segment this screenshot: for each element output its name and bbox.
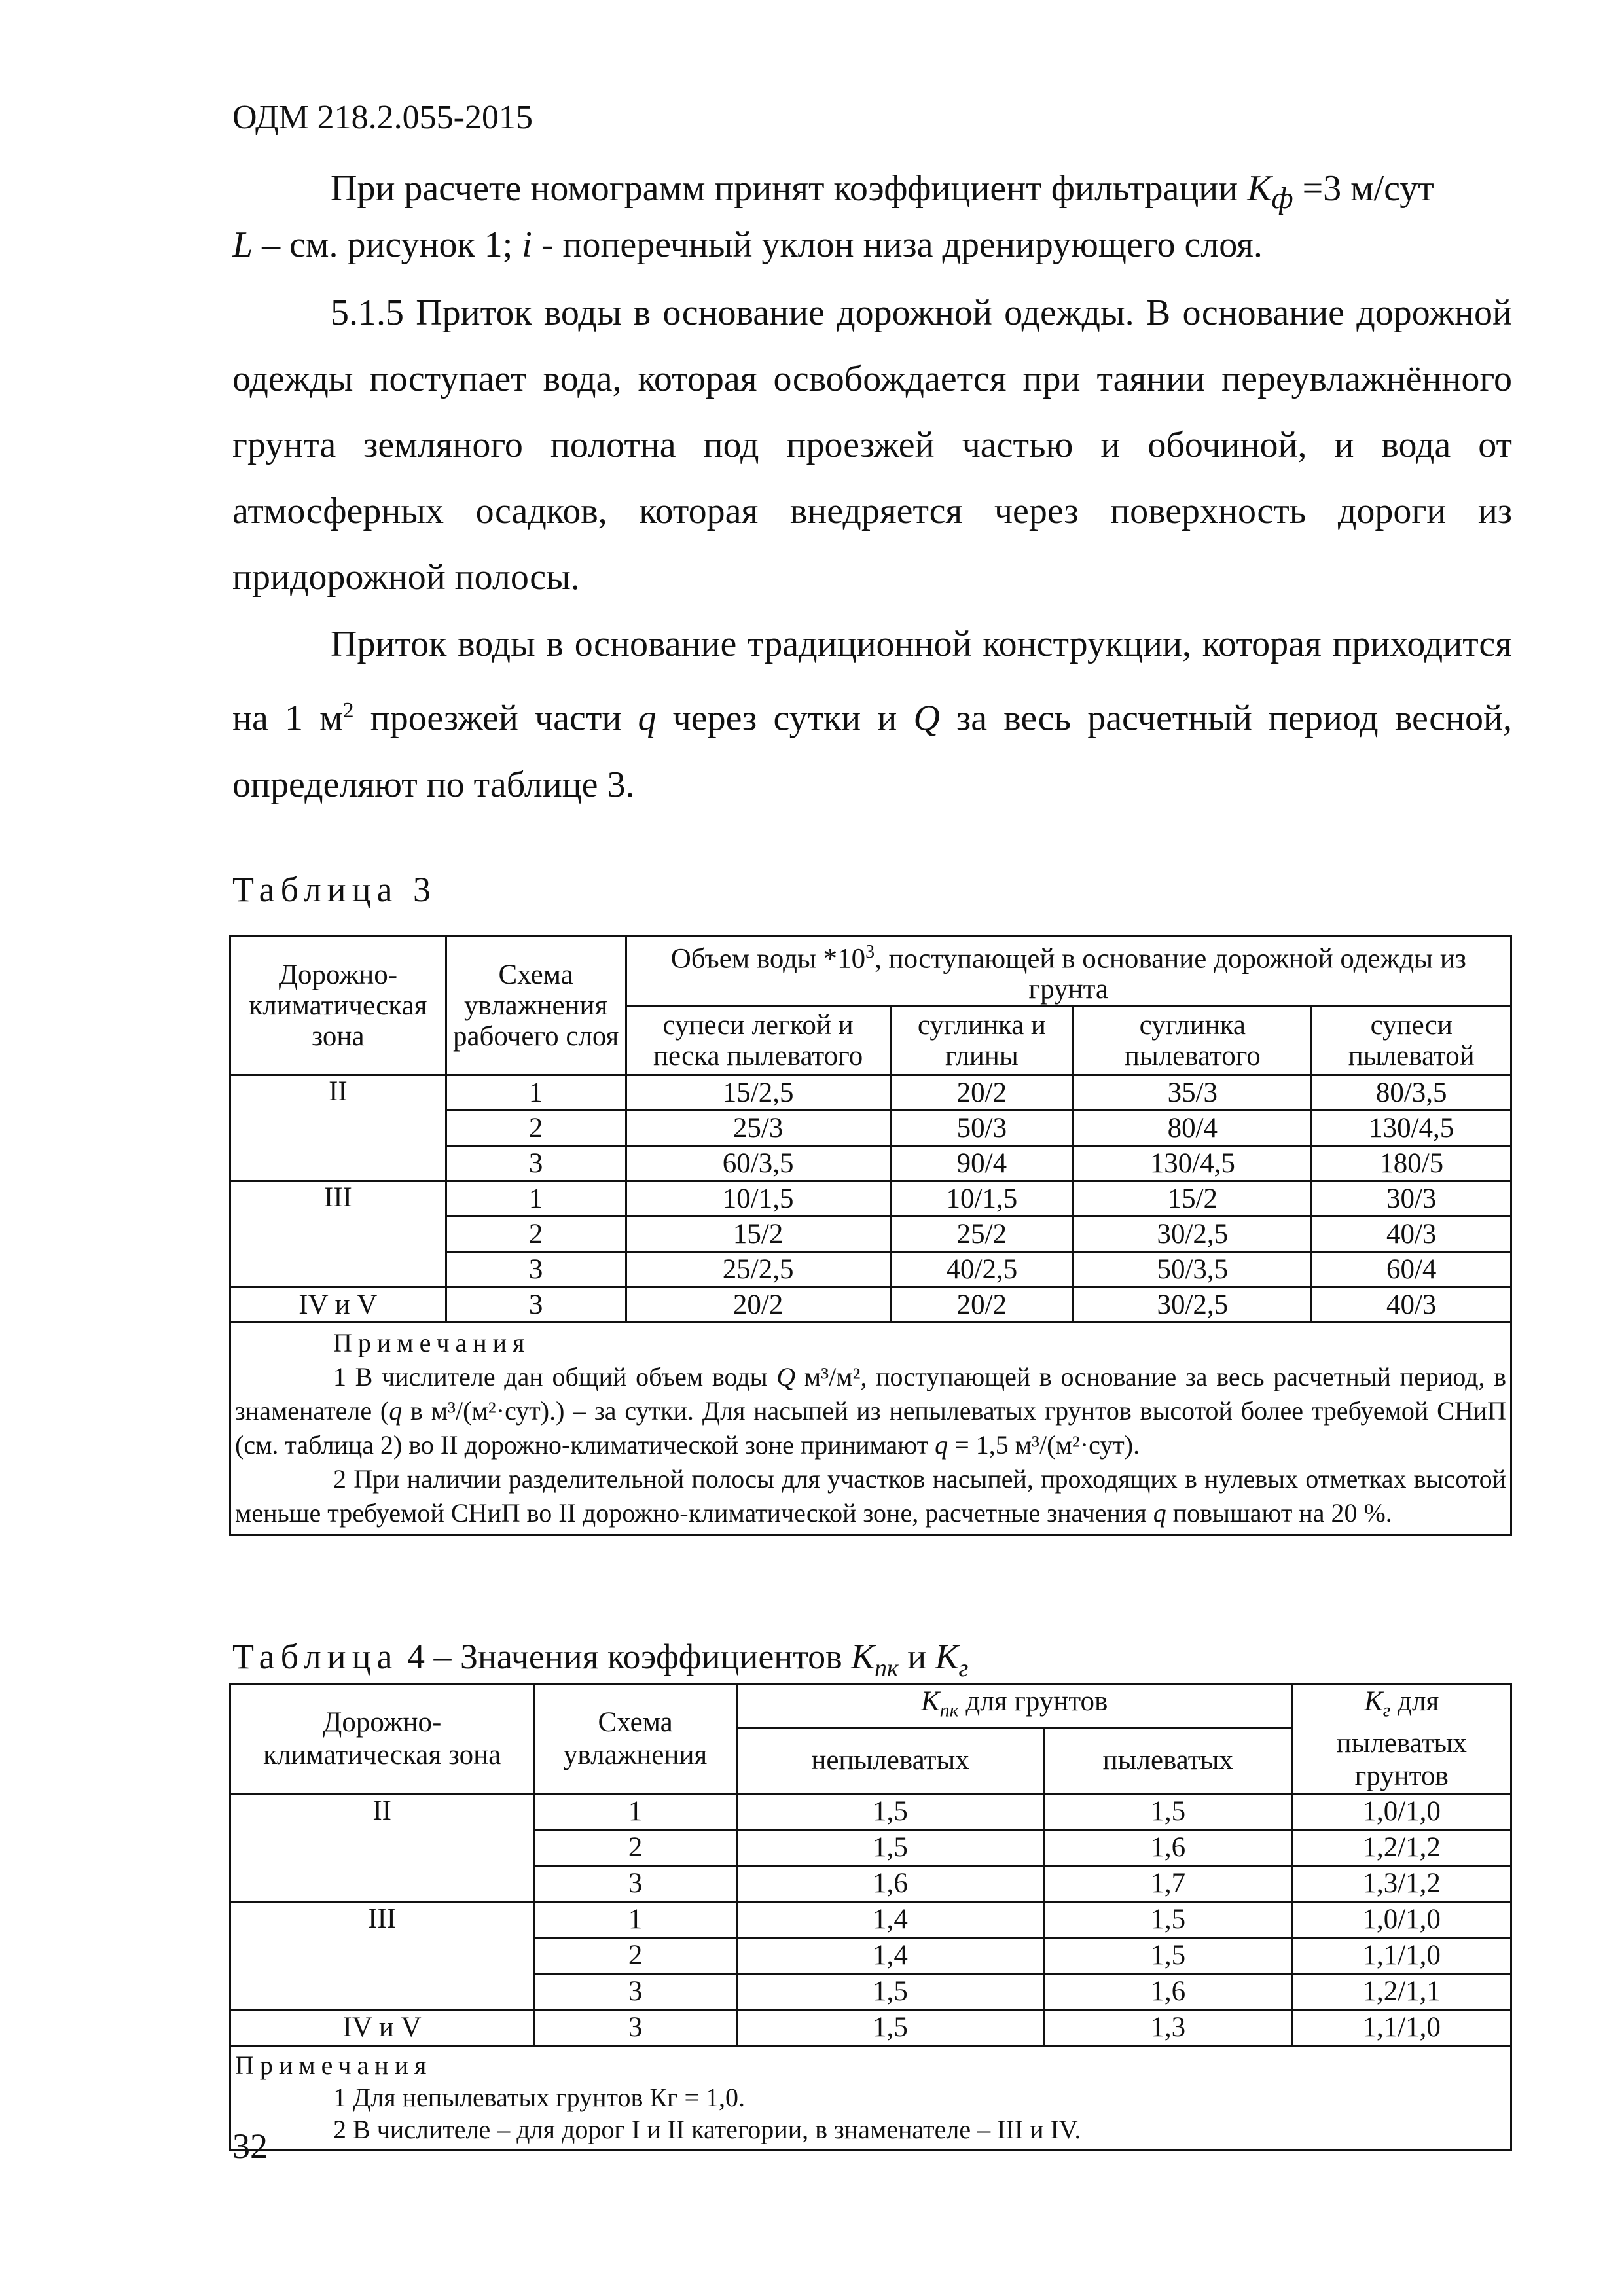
t4-header-scheme: Схема увлажнения xyxy=(534,1685,737,1794)
table-3 xyxy=(229,935,1512,1536)
t3-cell: 25/3 xyxy=(626,1111,890,1146)
t3-header-col: суглинка пылеватого xyxy=(1074,1006,1312,1075)
t4-cell: 1,0/1,0 xyxy=(1292,1793,1511,1829)
t3-cell: 20/2 xyxy=(890,1075,1073,1111)
table3-caption: Таблица 3 xyxy=(232,870,437,909)
t3-cell: 2 xyxy=(446,1217,626,1252)
t3-cell: 25/2,5 xyxy=(626,1252,890,1287)
t3-header-col: суглинка и глины xyxy=(890,1006,1073,1075)
t3-cell: 30/3 xyxy=(1312,1181,1511,1217)
t3-zone-cell: II xyxy=(230,1075,446,1181)
paragraph-section-5-1-5: 5.1.5 Приток воды в основание дорожной одежды. В основание дорожной одежды поступает вода, которая освобождается при таянии переувлажнённого грунта земляного полотна под проезжей частью и обочиной, и вода от атмосферных осадков, которая внедряется через поверхность дороги из придорожной полосы. xyxy=(232,293,1512,598)
table-4 xyxy=(229,1683,1512,2151)
t4-zone-cell: IV и V xyxy=(230,2009,534,2045)
t3-zone-cell: III xyxy=(230,1181,446,1287)
t4-cell: 1,5 xyxy=(736,1829,1043,1865)
document-header: ОДМ 218.2.055-2015 xyxy=(232,99,533,136)
t4-cell: 2 xyxy=(534,1937,737,1973)
paragraph-slope: L – см. рисунок 1; i - поперечный уклон низа дренирующего слоя. xyxy=(232,224,1263,265)
t4-cell: 1,0/1,0 xyxy=(1292,1901,1511,1937)
t3-notes-title: Примечания xyxy=(333,1328,531,1358)
t4-cell: 1,5 xyxy=(736,1793,1043,1829)
t3-header-col: супеси легкой и песка пылеватого xyxy=(626,1006,890,1075)
t4-header-kg: $К_г$ для пылеватых грунтов xyxy=(1292,1685,1511,1794)
t4-cell: 1,2/1,1 xyxy=(1292,1973,1511,2009)
t4-cell: 1,1/1,0 xyxy=(1292,2009,1511,2045)
t4-cell: 1,5 xyxy=(1044,1793,1292,1829)
t3-cell: 15/2,5 xyxy=(626,1075,890,1111)
t4-cell: 1,6 xyxy=(1044,1973,1292,2009)
t3-cell: 80/3,5 xyxy=(1312,1075,1511,1111)
t4-header-silty: пылеватых xyxy=(1044,1728,1292,1793)
t3-cell: 40/3 xyxy=(1312,1287,1511,1323)
t3-cell: 15/2 xyxy=(626,1217,890,1252)
t4-cell: 1,5 xyxy=(1044,1937,1292,1973)
t3-notes xyxy=(230,1323,1511,1535)
t3-cell: 40/2,5 xyxy=(890,1252,1073,1287)
t4-cell: 1,3/1,2 xyxy=(1292,1865,1511,1901)
t4-cell: 1,7 xyxy=(1044,1865,1292,1901)
t3-cell: 3 xyxy=(446,1146,626,1181)
t3-cell: 80/4 xyxy=(1074,1111,1312,1146)
t4-header-nonsilty: непылеватых xyxy=(736,1728,1043,1793)
t3-header-zone: Дорожно-климатическая зона xyxy=(230,936,446,1075)
t3-cell: 1 xyxy=(446,1075,626,1111)
t3-cell: 1 xyxy=(446,1181,626,1217)
paragraph-filtration: При расчете номограмм принят коэффициент фильтрации $К_ф =3$ м/сут xyxy=(331,168,1434,216)
t4-cell: 3 xyxy=(534,1973,737,2009)
t4-cell: 1 xyxy=(534,1793,737,1829)
t4-header-kpk: $К_{пк}$ для грунтов xyxy=(736,1685,1291,1729)
t4-cell: 1 xyxy=(534,1901,737,1937)
t3-cell: 3 xyxy=(446,1287,626,1323)
table-row xyxy=(230,1181,1511,1217)
t3-cell: 180/5 xyxy=(1312,1146,1511,1181)
t4-cell: 2 xyxy=(534,1829,737,1865)
t3-cell: 50/3 xyxy=(890,1111,1073,1146)
t3-cell: 60/4 xyxy=(1312,1252,1511,1287)
t4-cell: 1,4 xyxy=(736,1937,1043,1973)
table4-caption: Таблица 4 – Значения коэффициентов $К_{пк}$ и $К_г$ xyxy=(232,1637,969,1682)
t4-cell: 3 xyxy=(534,2009,737,2045)
t3-cell: 20/2 xyxy=(626,1287,890,1323)
t4-note-1: 1 Для непылеватых грунтов Кг = 1,0. xyxy=(333,2082,746,2112)
t3-cell: 30/2,5 xyxy=(1074,1287,1312,1323)
t4-cell: 1,4 xyxy=(736,1901,1043,1937)
t4-cell: 1,5 xyxy=(1044,1901,1292,1937)
table-row xyxy=(230,1287,1511,1323)
t4-zone-cell: III xyxy=(230,1901,534,2009)
t3-cell: 25/2 xyxy=(890,1217,1073,1252)
t4-header-zone: Дорожно-климатическая зона xyxy=(230,1685,534,1794)
t4-note-2: 2 В числителе – для дорог I и II категории, в знаменателе – III и IV. xyxy=(333,2114,1081,2144)
t4-cell: 1,1/1,0 xyxy=(1292,1937,1511,1973)
table-row xyxy=(230,1901,1511,1937)
t3-cell: 3 xyxy=(446,1252,626,1287)
paragraph-water-inflow: Приток воды в основание традиционной конструкции, которая приходится на 1 $м^2$ проезжей части q через сутки и Q за весь расчетный период весной, определяют по таблице 3. xyxy=(232,624,1512,805)
t4-cell: 1,3 xyxy=(1044,2009,1292,2045)
t3-header-volume: Объем воды $*10^3$, поступающей в основание дорожной одежды из грунта xyxy=(626,936,1511,1006)
t3-cell: 130/4,5 xyxy=(1312,1111,1511,1146)
t3-note-2: 2 При наличии разделительной полосы для участков насыпей, проходящих в нулевых отметках высотой меньше требуемой СНиП во II дорожно-климатической зоне, расчетные значения q повышают на 20 %. xyxy=(235,1464,1506,1528)
page-number: 32 xyxy=(232,2126,268,2166)
t3-cell: 90/4 xyxy=(890,1146,1073,1181)
t3-header-col: супеси пылеватой xyxy=(1312,1006,1511,1075)
t3-cell: 130/4,5 xyxy=(1074,1146,1312,1181)
t4-cell: 1,6 xyxy=(1044,1829,1292,1865)
t4-zone-cell: II xyxy=(230,1793,534,1901)
t4-cell: 1,5 xyxy=(736,1973,1043,2009)
t3-cell: 10/1,5 xyxy=(890,1181,1073,1217)
t4-cell: 1,6 xyxy=(736,1865,1043,1901)
t3-note-1: 1 В числителе дан общий объем воды Q м³/м², поступающей в основание за весь расчетный период, в знаменателе (q в м³/(м²·сут).) – за сутки. Для насыпей из непылеватых грунтов высотой более требуемой СНиП (см. таблица 2) во II дорожно-климатической зоне принимают q = 1,5 м³/(м²·сут). xyxy=(235,1362,1506,1460)
t3-cell: 2 xyxy=(446,1111,626,1146)
t4-cell: 3 xyxy=(534,1865,737,1901)
t3-cell: 50/3,5 xyxy=(1074,1252,1312,1287)
t4-notes xyxy=(230,2045,1511,2150)
table-row xyxy=(230,1793,1511,1829)
table-row xyxy=(230,2009,1511,2045)
t4-cell: 1,2/1,2 xyxy=(1292,1829,1511,1865)
t4-cell: 1,5 xyxy=(736,2009,1043,2045)
t3-zone-cell: IV и V xyxy=(230,1287,446,1323)
t3-cell: 15/2 xyxy=(1074,1181,1312,1217)
t3-cell: 20/2 xyxy=(890,1287,1073,1323)
t3-cell: 10/1,5 xyxy=(626,1181,890,1217)
table-row xyxy=(230,1075,1511,1111)
t4-notes-title: Примечания xyxy=(235,2050,433,2080)
t3-cell: 30/2,5 xyxy=(1074,1217,1312,1252)
t3-cell: 35/3 xyxy=(1074,1075,1312,1111)
t3-cell: 40/3 xyxy=(1312,1217,1511,1252)
t3-cell: 60/3,5 xyxy=(626,1146,890,1181)
t3-header-scheme: Схема увлажнения рабочего слоя xyxy=(446,936,626,1075)
